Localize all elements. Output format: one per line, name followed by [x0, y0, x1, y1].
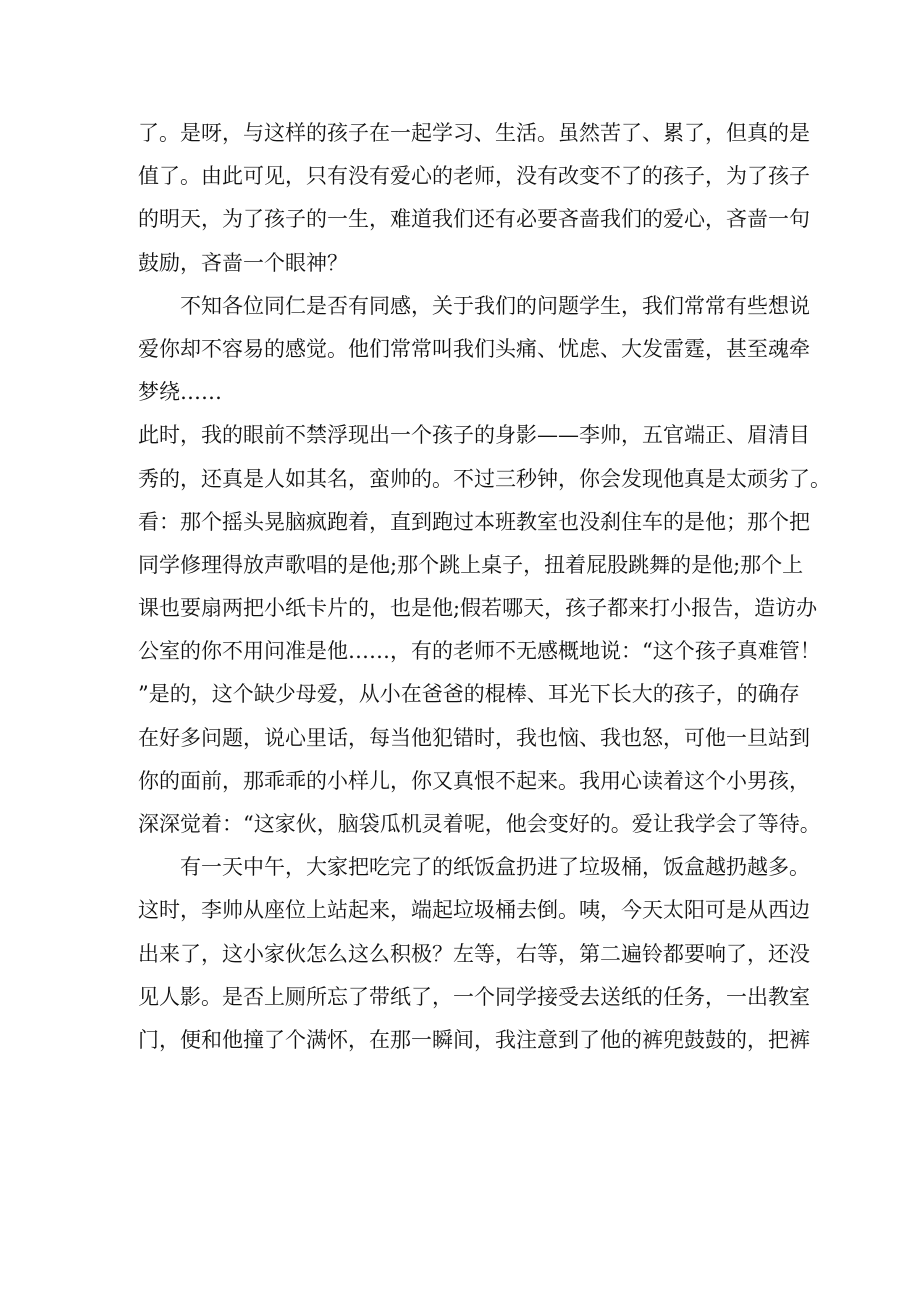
text-line: 深深觉着：“这家伙，脑袋瓜机灵着呢，他会变好的。爱让我学会了等待。	[138, 812, 821, 836]
text-line: 这时，李帅从座位上站起来，端起垃圾桶去倒。咦，今天太阳可是从西边	[138, 898, 810, 923]
text-line: 见人影。是否上厕所忘了带纸了，一个同学接受去送纸的任务，一出教室	[138, 984, 810, 1009]
text-line: 在好多问题，说心里话，每当他犯错时，我也恼、我也怒，可他一旦站到	[138, 725, 810, 750]
text-line: 爱你却不容易的感觉。他们常常叫我们头痛、忧虑、大发雷霆，甚至魂牵	[138, 336, 810, 361]
text-line: 的明天，为了孩子的一生，难道我们还有必要吝啬我们的爱心，吝啬一句	[138, 207, 810, 232]
text-line: ”是的，这个缺少母爱，从小在爸爸的棍棒、耳光下长大的孩子，的确存	[138, 682, 800, 707]
text-line: 此时，我的眼前不禁浮现出一个孩子的身影——李帅，五官端正、眉清目	[138, 423, 810, 448]
text-line: 门，便和他撞了个满怀，在那一瞬间，我注意到了他的裤兜鼓鼓的，把裤	[138, 1027, 810, 1052]
text-line: 公室的你不用问准是他……，有的老师不无感概地说：“这个孩子真难管！	[138, 639, 821, 664]
text-line: 同学修理得放声歌唱的是他;那个跳上桌子，扭着屁股跳舞的是他;那个上	[138, 552, 804, 577]
text-line: 秀的，还真是人如其名，蛮帅的。不过三秒钟，你会发现他真是太顽劣了。	[138, 466, 831, 491]
text-line: 梦绕……	[138, 380, 222, 405]
text-line: 有一天中午，大家把吃完了的纸饭盒扔进了垃圾桶，饭盒越扔越多。	[138, 855, 810, 880]
body-text	[138, 112, 831, 1062]
text-line: 了。是呀，与这样的孩子在一起学习、生活。虽然苦了、累了，但真的是	[138, 121, 810, 145]
text-line: 不知各位同仁是否有同感，关于我们的问题学生，我们常常有些想说	[138, 293, 810, 318]
text-line: 出来了，这小家伙怎么这么积极？左等，右等，第二遍铃都要响了，还没	[138, 941, 810, 966]
text-line: 鼓励，吝啬一个眼神？	[138, 250, 348, 275]
text-line: 你的面前，那乖乖的小样儿，你又真恨不起来。我用心读着这个小男孩，	[138, 768, 810, 793]
text-line: 值了。由此可见，只有没有爱心的老师，没有改变不了的孩子，为了孩子	[138, 164, 810, 189]
text-line: 看：那个摇头晃脑疯跑着，直到跑过本班教室也没刹住车的是他；那个把	[138, 509, 810, 534]
text-line: 课也要扇两把小纸卡片的，也是他;假若哪天，孩子都来打小报告，造访办	[138, 596, 818, 621]
